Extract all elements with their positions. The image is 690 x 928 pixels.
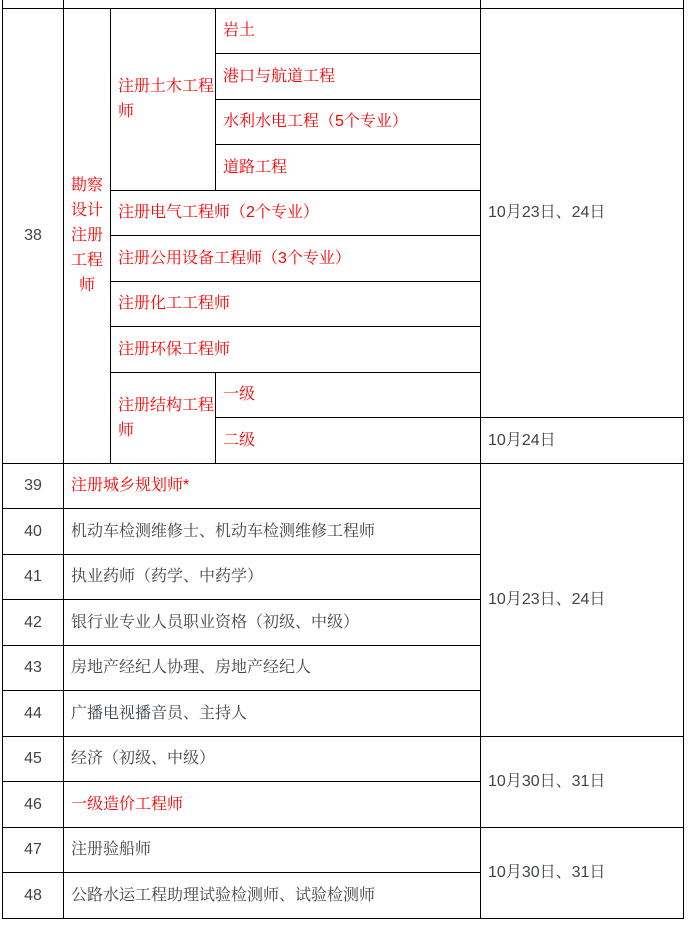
public-equipment-engineer-cell: 注册公用设备工程师（3个专业） xyxy=(111,236,481,282)
partial-bottom-name-cell xyxy=(64,918,481,919)
structural-engineer-label: 注册结构工程师 xyxy=(111,372,216,463)
civil-specialty-hydro: 水利水电工程（5个专业） xyxy=(216,99,481,145)
category-survey-design-engineer: 勘察设计注册工程师 xyxy=(64,8,111,463)
electrical-engineer-cell: 注册电气工程师（2个专业） xyxy=(111,190,481,236)
row-47-number: 47 xyxy=(3,827,64,873)
date-cell-oct23-24-block38: 10月23日、24日 xyxy=(481,8,684,418)
civil-specialty-road: 道路工程 xyxy=(216,145,481,191)
partial-top-date-cell xyxy=(481,0,684,8)
partial-row-bottom xyxy=(3,918,684,919)
date-cell-oct23-24-rows39-44: 10月23日、24日 xyxy=(481,463,684,736)
exam-schedule-table xyxy=(2,0,684,919)
row-44-name: 广播电视播音员、主持人 xyxy=(64,691,481,737)
chemical-engineer-cell: 注册化工工程师 xyxy=(111,281,481,327)
row-41-number: 41 xyxy=(3,554,64,600)
row-46-number: 46 xyxy=(3,782,64,828)
row-42-number: 42 xyxy=(3,600,64,646)
row-40-name: 机动车检测维修士、机动车检测维修工程师 xyxy=(64,509,481,555)
structural-level1-cell: 一级 xyxy=(216,372,481,418)
row-43-number: 43 xyxy=(3,645,64,691)
row-46-name: 一级造价工程师 xyxy=(64,782,481,828)
date-cell-oct30-31-rows45-46: 10月30日、31日 xyxy=(481,736,684,827)
civil-specialty-geotechnical: 岩土 xyxy=(216,8,481,54)
row-45-number: 45 xyxy=(3,736,64,782)
structural-level2-cell: 二级 xyxy=(216,418,481,464)
environmental-engineer-cell: 注册环保工程师 xyxy=(111,327,481,373)
date-cell-oct24: 10月24日 xyxy=(481,418,684,464)
row-40-number: 40 xyxy=(3,509,64,555)
row-44-number: 44 xyxy=(3,691,64,737)
row-42-name: 银行业专业人员职业资格（初级、中级） xyxy=(64,600,481,646)
partial-top-name-cell xyxy=(64,0,481,8)
partial-bottom-date-cell xyxy=(481,918,684,919)
date-cell-oct30-31-rows47-48: 10月30日、31日 xyxy=(481,827,684,918)
table-row xyxy=(3,8,684,54)
row-48-number: 48 xyxy=(3,873,64,919)
table-row xyxy=(3,827,684,873)
civil-specialty-port-waterway: 港口与航道工程 xyxy=(216,54,481,100)
row-48-name: 公路水运工程助理试验检测师、试验检测师 xyxy=(64,873,481,919)
partial-row-top xyxy=(3,0,684,8)
table-row xyxy=(3,463,684,509)
row-47-name: 注册验船师 xyxy=(64,827,481,873)
row-43-name: 房地产经纪人协理、房地产经纪人 xyxy=(64,645,481,691)
partial-top-number-cell xyxy=(3,0,64,8)
row-45-name: 经济（初级、中级） xyxy=(64,736,481,782)
row-41-name: 执业药师（药学、中药学） xyxy=(64,554,481,600)
row-39-number: 39 xyxy=(3,463,64,509)
row-39-name: 注册城乡规划师* xyxy=(64,463,481,509)
table-row xyxy=(3,736,684,782)
civil-engineer-label: 注册土木工程师 xyxy=(111,8,216,190)
partial-bottom-number-cell xyxy=(3,918,64,919)
row-38-number: 38 xyxy=(3,8,64,463)
